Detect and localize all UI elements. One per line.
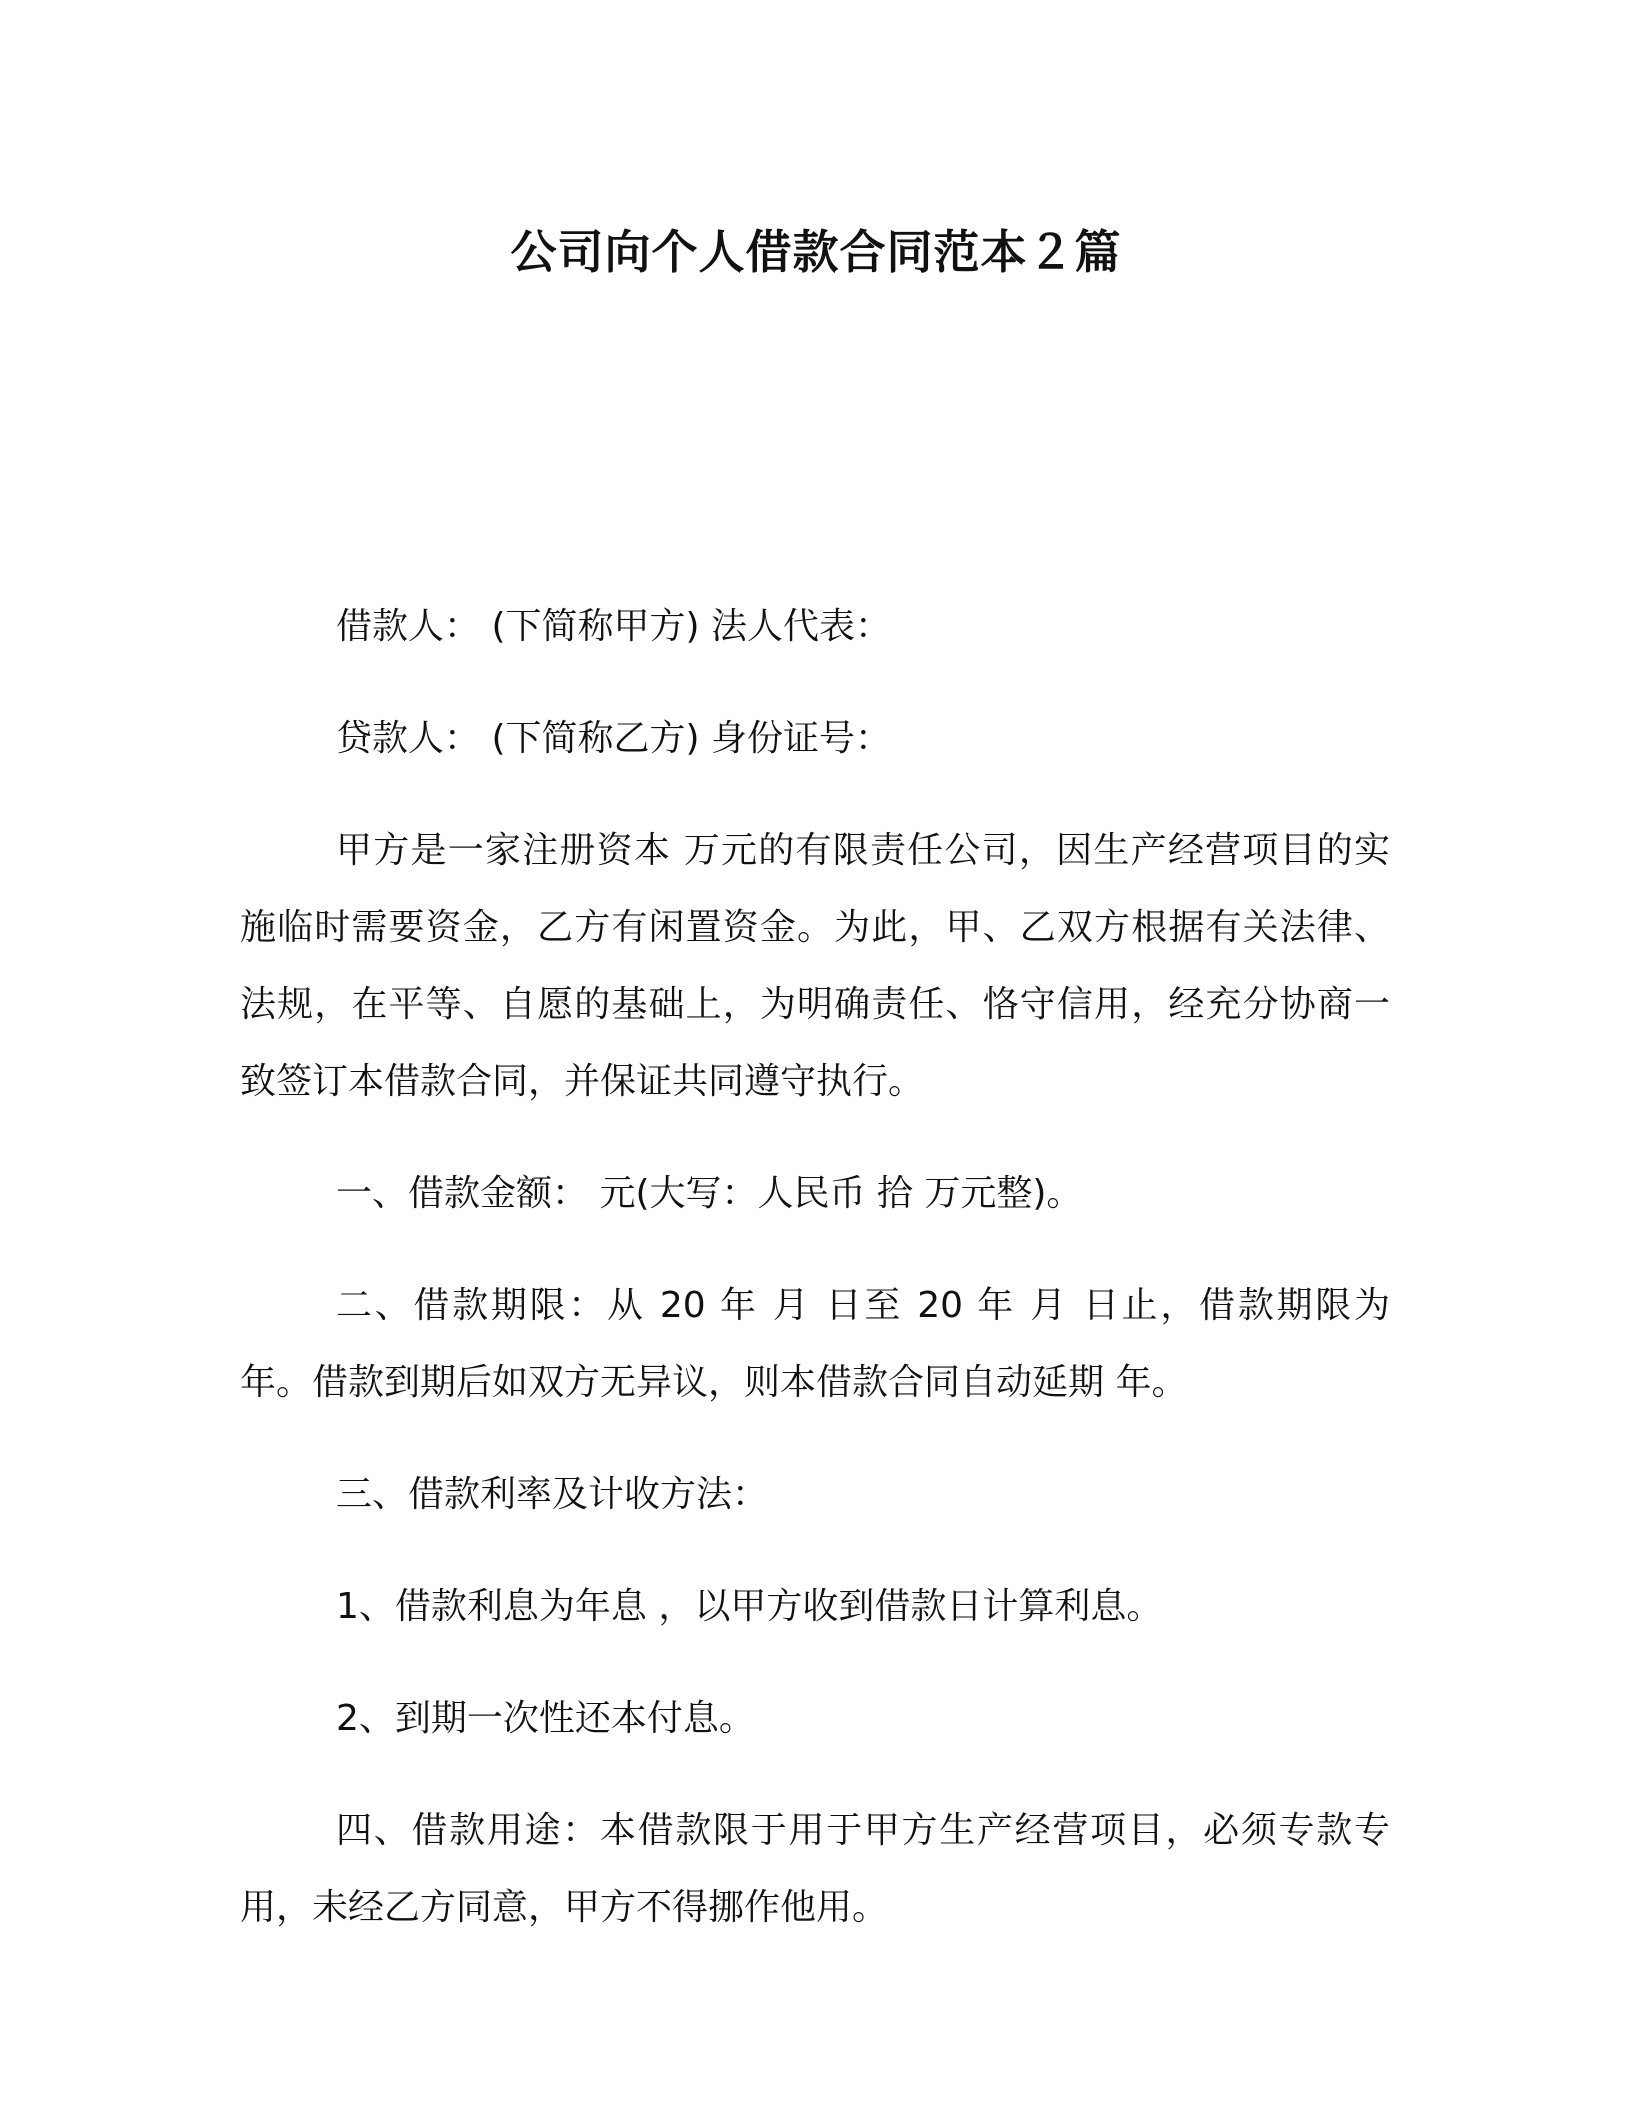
paragraph-interest-1: 1、借款利息为年息 ，以甲方收到借款日计算利息。	[336, 1586, 1163, 1627]
paragraph-lender: 贷款人： (下简称乙方) 身份证号：	[336, 718, 891, 759]
paragraph-loan-term: 二、借款期限：从 20 年 月 日至 20 年 月 日止，借款期限为 年。借款到期后如双方无异议，则本借款合同自动延期 年。	[240, 1285, 1390, 1403]
document-body	[240, 588, 1390, 1981]
paragraph-preamble: 甲方是一家注册资本 万元的有限责任公司，因生产经营项目的实施临时需要资金，乙方有闲置资金。为此，甲、乙双方根据有关法律、法规，在平等、自愿的基础上，为明确责任、恪守信用，经充分协商一致签订本借款合同，并保证共同遵守执行。	[240, 830, 1390, 1102]
paragraph-loan-purpose: 四、借款用途：本借款限于用于甲方生产经营项目，必须专款专用，未经乙方同意，甲方不得挪作他用。	[240, 1810, 1390, 1928]
paragraph-interest-2: 2、到期一次性还本付息。	[336, 1698, 755, 1739]
paragraph-borrower: 借款人： (下简称甲方) 法人代表：	[336, 606, 891, 647]
paragraph-interest-heading: 三、借款利率及计收方法：	[336, 1474, 769, 1515]
document-title: 公司向个人借款合同范本２篇	[510, 225, 1122, 279]
paragraph-loan-amount: 一、借款金额： 元(大写：人民币 拾 万元整)。	[336, 1173, 1083, 1214]
